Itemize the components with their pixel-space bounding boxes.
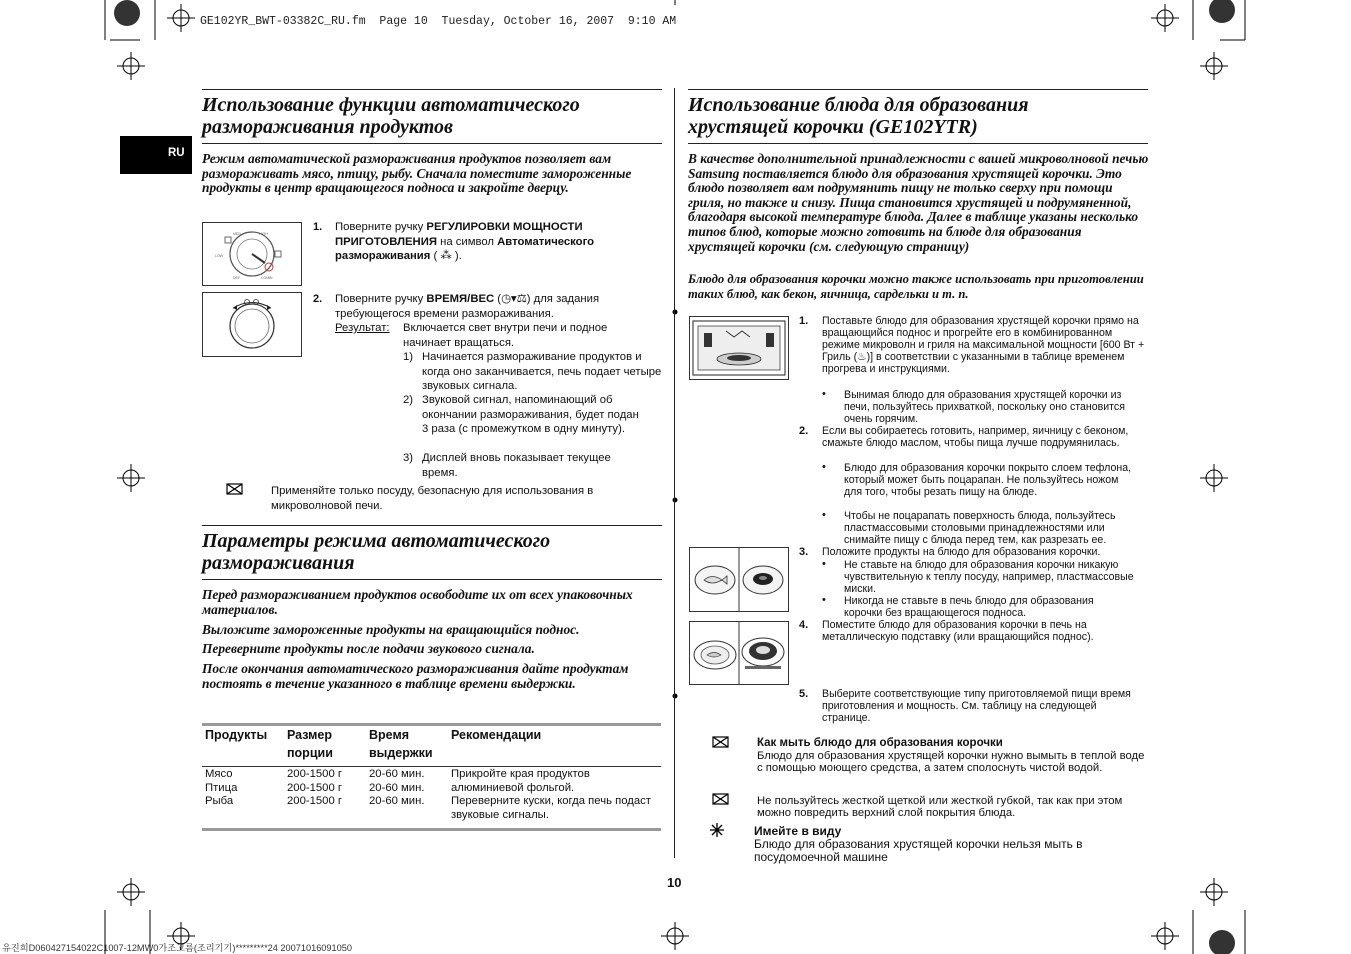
microwave-crusty-plate-figure	[689, 316, 789, 380]
time-dial-figure	[202, 292, 302, 357]
table-cell-size: 200-1500 г	[287, 795, 343, 807]
snowflake-caution-icon	[709, 822, 725, 838]
food-plate-figure-2	[689, 621, 789, 685]
power-dial-figure	[202, 222, 302, 286]
section1-title: Использование функции автоматического размораживания продуктов	[202, 94, 580, 138]
note-icon	[712, 736, 730, 748]
table-products-col	[205, 768, 237, 809]
svg-text:LOW: LOW	[215, 254, 223, 258]
page-number: 10	[667, 875, 682, 890]
right-step3-text: Положите продукты на блюдо для образования корочки.	[822, 546, 1101, 558]
step1-symbol-name: Автоматического размораживания	[335, 235, 595, 262]
right-step4-number: 4.	[799, 619, 809, 631]
right-step2-bullet: •	[822, 461, 826, 473]
food-plate-figure-1	[689, 547, 789, 612]
table-header-size: Размер порции	[287, 728, 333, 760]
right-step2-bullet: •	[822, 509, 826, 521]
step1-text	[335, 220, 660, 264]
right-step5-number: 5.	[799, 688, 809, 700]
right-step3-bullet-2: Никогда не ставьте в печь блюдо для образования корочки без вращающегося подноса.	[844, 595, 1094, 620]
table-size-col	[287, 768, 342, 809]
svg-text:DEF: DEF	[233, 276, 240, 280]
cleaning-note-text: Блюдо для образования хрустящей корочки нужно вымыть в теплой воде с помощью моющего средства, а затем сполоснуть чистой водой.	[757, 750, 1145, 775]
right-step1-bullet: •	[822, 388, 826, 400]
step1-knob-name: РЕГУЛИРОВКИ МОЩНОСТИ ПРИГОТОВЛЕНИЯ	[335, 221, 583, 248]
result-item-3-text: Дисплей вновь показывает текущее время.	[422, 452, 611, 479]
table-time-col	[369, 768, 425, 809]
right-step1-text: Поставьте блюдо для образования хрустящей корочки прямо на вращающийся поднос и прогрейте его в комбинированном режиме микроволн и гриля на максимальной мощности [600 Вт + Гриль (♨)] в соответствии с указанными в таблице временем прогрева и инструкциями.	[822, 315, 1145, 376]
table-header-time: Время выдержки	[369, 728, 433, 760]
plate-on-rack-illustration	[690, 622, 788, 684]
cleaning-note-title: Как мыть блюдо для образования корочки	[757, 737, 1003, 749]
file-info-header: GE102YR_BWT-03382C_RU.fm Page 10 Tuesday, October 16, 2007 9:10 AM	[200, 15, 677, 28]
plate-with-food-illustration	[690, 548, 788, 611]
result-label: Результат:	[335, 322, 390, 334]
right-step3-bullet: •	[822, 594, 826, 606]
right-section-top-rule	[688, 89, 1148, 90]
defrost-table-bottom-border	[202, 828, 661, 831]
section1-intro: Режим автоматической размораживания продуктов позволяет вам размораживать мясо, птицу, рыбу. Сначала поместите замороженные продукты в центр вращающегося подноса и закройте дверцу.	[202, 151, 632, 196]
step2-text-c: (◷▾⚖) для задания требующегося времени размораживания.	[335, 293, 600, 320]
table-cell-rec: Переверните куски, когда печь подаст звуковые сигналы.	[451, 795, 651, 821]
right-step2-bullet-2: Чтобы не поцарапать поверхность блюда, пользуйтесь пластмассовыми столовыми принадлежностями или снимайте пищу с блюда перед тем, как разрезать ее.	[844, 510, 1116, 547]
svg-text:MED: MED	[233, 232, 241, 236]
step1-number: 1.	[313, 221, 323, 233]
table-header-recs: Рекомендации	[451, 728, 542, 742]
table-recs-col	[451, 768, 651, 822]
microwave-illustration	[690, 317, 788, 379]
section2-bottom-rule	[202, 579, 662, 580]
right-step2-number: 2.	[799, 425, 809, 437]
result-item-1-num: 1)	[403, 351, 414, 363]
section1-bottom-rule	[202, 143, 662, 144]
table-cell-size: 200-1500 г	[287, 768, 343, 780]
section1-note: Применяйте только посуду, безопасную для использования в микроволновой печи.	[271, 485, 594, 512]
table-header-products: Продукты	[205, 728, 268, 742]
step2-knob-name: ВРЕМЯ/ВЕС	[426, 293, 495, 305]
section2-para-4: После окончания автоматического размораживания дайте продуктам постоять в течение указанного в таблице времени выдержки.	[202, 661, 629, 691]
footer-print-code: 유진희D060427154022C1007-12MW0가조고름(조리기기)*********24 20071016091050	[2, 943, 352, 953]
step1-text-c: на символ	[436, 235, 498, 248]
right-step1-bullet-1: Вынимая блюдо для образования хрустящей корочки из печи, пользуйтесь прихваткой, поскольку оно становится очень горячим.	[844, 389, 1125, 426]
note-icon	[712, 793, 730, 805]
right-step3-number: 3.	[799, 546, 809, 558]
result-item-3-num: 3)	[403, 452, 414, 464]
result-text: Включается свет внутри печи и подное начинает вращаться.	[403, 322, 608, 349]
right-step4-text: Поместите блюдо для образования корочки в печь на металлическую подставку (или вращающийся поднос).	[822, 619, 1094, 644]
table-cell-product: Птица	[205, 781, 238, 794]
time-dial-illustration	[203, 293, 301, 356]
power-dial-illustration	[203, 223, 301, 285]
keep-in-mind-title: Имейте в виду	[754, 824, 842, 838]
keep-in-mind-text: Блюдо для образования хрустящей корочки нельзя мыть в посудомоечной машине	[754, 837, 1083, 864]
result-item-1-text: Начинается размораживание продуктов и когда оно заканчивается, печь подает четыре звуковых сигнала.	[422, 351, 662, 392]
right-step3-bullet: •	[822, 558, 826, 570]
brush-warning-text: Не пользуйтесь жесткой щеткой или жесткой губкой, так как при этом можно повредить верхний слой покрытия блюда.	[757, 795, 1123, 820]
table-cell-rec: Прикройте края продуктов алюминиевой фольгой.	[451, 768, 590, 794]
column-divider	[674, 88, 675, 858]
step2-text	[335, 292, 660, 321]
svg-text:COMBI: COMBI	[261, 276, 273, 280]
table-cell-product: Мясо	[205, 768, 233, 780]
table-cell-time: 20-60 мин.	[369, 768, 425, 780]
right-step2-text: Если вы собираетесь готовить, например, яичницу с беконом, смажьте блюдо маслом, чтобы пища лучше подрумянилась.	[822, 425, 1129, 450]
step2-text-a: Поверните ручку	[335, 293, 427, 305]
right-intro-2: Блюдо для образования корочки можно также использовать при приготовлении таких блюд, как бекон, яичница, сардельки и т. п.	[688, 272, 1144, 301]
right-intro: В качестве дополнительной принадлежности с вашей микроволновой печью Samsung поставляется блюдо для образования хрустящей корочки. Это блюдо позволяет вам подрумянить пищу не только сверху при помощи гриля, но также и снизу. Пища становится хрустящей и подрумяненной, благодаря высокой температуре блюда. Далее в таблице указаны несколько типов блюд, которые можно готовить на блюде для образования хрустящей корочки (см. следующую страницу)	[688, 151, 1149, 254]
table-cell-product: Рыба	[205, 795, 234, 807]
svg-text:HIGH: HIGH	[259, 232, 268, 236]
language-tab-label: RU	[168, 147, 185, 159]
step1-text-e: ( ⁂ ).	[430, 250, 462, 262]
step1-text-a: Поверните ручку	[335, 221, 427, 233]
section2-top-rule	[202, 525, 662, 526]
right-section-title: Использование блюда для образования хрустящей корочки (GE102YTR)	[688, 94, 1029, 138]
table-cell-size: 200-1500 г	[287, 781, 343, 794]
right-step5-text: Выберите соответствующие типу приготовляемой пищи время приготовления и мощность. См. таблицу на следующей странице.	[822, 688, 1131, 725]
table-header-rule	[202, 766, 661, 767]
note-icon	[226, 483, 244, 495]
right-section-bottom-rule	[688, 143, 1148, 144]
section2-para-3: Переверните продукты после подачи звукового сигнала.	[202, 641, 535, 656]
right-step1-number: 1.	[799, 315, 809, 327]
result-item-2-num: 2)	[403, 394, 414, 406]
section2-para-2: Выложите замороженные продукты на вращающийся поднос.	[202, 622, 580, 637]
section1-top-rule	[202, 89, 662, 90]
result-item-2-text: Звуковой сигнал, напоминающий об окончании размораживания, будет подан 3 раза (с промежутком в одну минуту).	[422, 394, 639, 435]
right-step2-bullet-1: Блюдо для образования корочки покрыто слоем тефлона, который может быть поцарапан. Не пользуйтесь ножом для того, чтобы резать пищу на блюде.	[844, 462, 1132, 499]
section2-para-1: Перед размораживанием продуктов освободите их от всех упаковочных материалов.	[202, 587, 633, 617]
table-cell-time: 20-60 мин.	[369, 781, 425, 794]
step2-number: 2.	[313, 293, 323, 305]
right-step3-bullet-1: Не ставьте на блюдо для образования корочки никакую чувствительную к теплу посуду, например, пластмассовые миски.	[844, 559, 1134, 596]
table-cell-time: 20-60 мин.	[369, 795, 425, 807]
section2-title: Параметры режима автоматического размораживания	[202, 530, 551, 574]
